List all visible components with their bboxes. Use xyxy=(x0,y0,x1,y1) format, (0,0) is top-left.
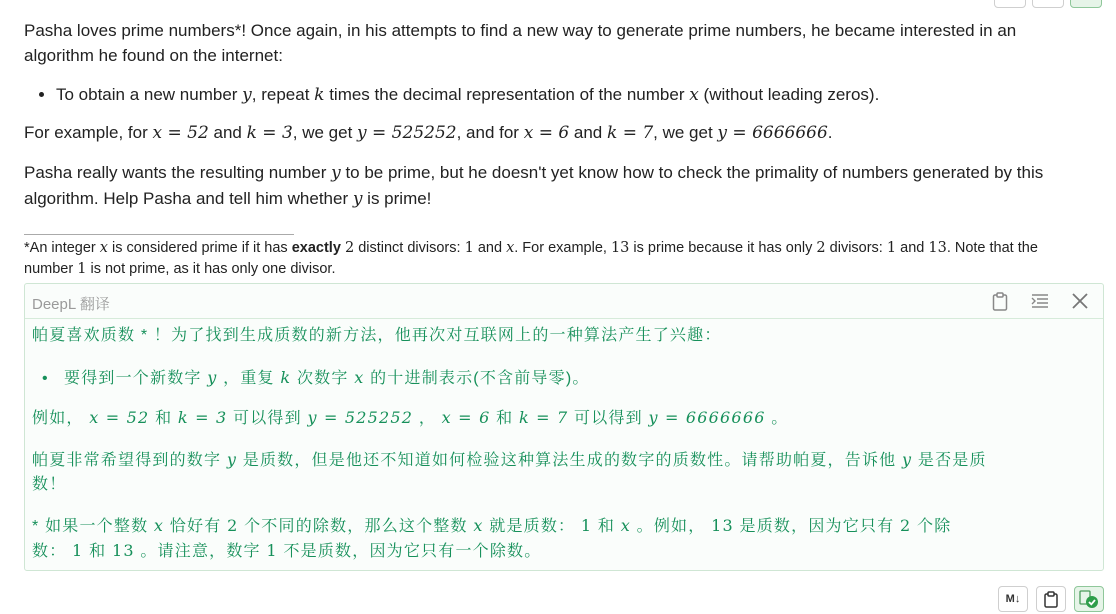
list-icon[interactable] xyxy=(1027,290,1053,312)
translation-line: * 如果一个整数 x 恰好有 2 个不同的除数，那么这个整数 x 就是质数： 1 和 x 。例如， 13 是质数，因为它只有 2 个除 xyxy=(32,516,952,535)
bullet-dot: • xyxy=(42,370,49,387)
top-toolbar xyxy=(994,0,1102,8)
clipboard-icon[interactable] xyxy=(987,290,1013,312)
rule-item: • To obtain a new number y, repeat k times the decimal representation of the number x (without leading zeros). xyxy=(56,82,1084,108)
translation-line: 帕夏喜欢质数 * ！为了找到生成质数的新方法，他再次对互联网上的一种算法产生了兴趣： xyxy=(32,327,722,344)
markdown-button[interactable] xyxy=(998,586,1028,612)
footnote-divider xyxy=(24,234,294,235)
close-icon[interactable] xyxy=(1067,290,1093,312)
intro-paragraph: Pasha loves prime numbers*! Once again, in his attempts to find a new way to generate prime numbers, he became interested in an algorithm he found on the internet: xyxy=(24,21,1017,65)
check-button-top[interactable] xyxy=(1070,0,1102,8)
copy-button[interactable] xyxy=(1036,586,1066,612)
deepl-title: DeepL 翻译 xyxy=(32,296,110,313)
copy-button-top[interactable] xyxy=(1032,0,1064,8)
translation-line: 数！ xyxy=(32,476,67,493)
bottom-toolbar xyxy=(998,586,1104,612)
deepl-translation-panel xyxy=(24,283,1104,571)
deepl-actions xyxy=(987,290,1093,312)
footnote: *An integer x is considered prime if it has exactly 2 distinct divisors: 1 and x. For example, 13 is prime because it has only 2 divisors: 1 and 13. Note that the number 1 is not prime, as it has only one divisor. xyxy=(24,240,1038,277)
translation-line: 帕夏非常希望得到的数字 y 是质数，但是他还不知道如何检验这种算法生成的数字的质数性。请帮助帕夏，告诉他 y 是否是质 xyxy=(32,450,987,469)
clipboard-icon xyxy=(1044,591,1058,608)
translation-bullet: • 要得到一个新数字 y ，重复 k 次数字 x 的十进制表示(不含前导零)。 xyxy=(32,365,1092,392)
deepl-header xyxy=(25,284,1103,319)
markdown-icon: M↓ xyxy=(1005,593,1021,605)
task-paragraph: Pasha really wants the resulting number y to be prime, but he doesn't yet know how to check the primality of numbers generated by this algorithm. Help Pasha and tell him whether y is prime! xyxy=(24,163,1044,209)
check-button[interactable] xyxy=(1074,586,1104,612)
problem-statement xyxy=(24,18,1084,226)
markdown-button-top[interactable] xyxy=(994,0,1026,8)
rule-list xyxy=(24,82,1084,108)
example-paragraph: For example, for x = 52 and k = 3, we get y = 525252, and for x = 6 and k = 7, we get y = 6666666. xyxy=(24,123,833,143)
translation-line: 例如， x = 52 和 k = 3 可以得到 y = 525252 ， x = 6 和 k = 7 可以得到 y = 6666666 。 xyxy=(32,408,789,427)
check-icon xyxy=(1078,589,1100,609)
translation-line: 数： 1 和 13 。请注意，数字 1 不是质数，因为它只有一个除数。 xyxy=(32,541,542,560)
